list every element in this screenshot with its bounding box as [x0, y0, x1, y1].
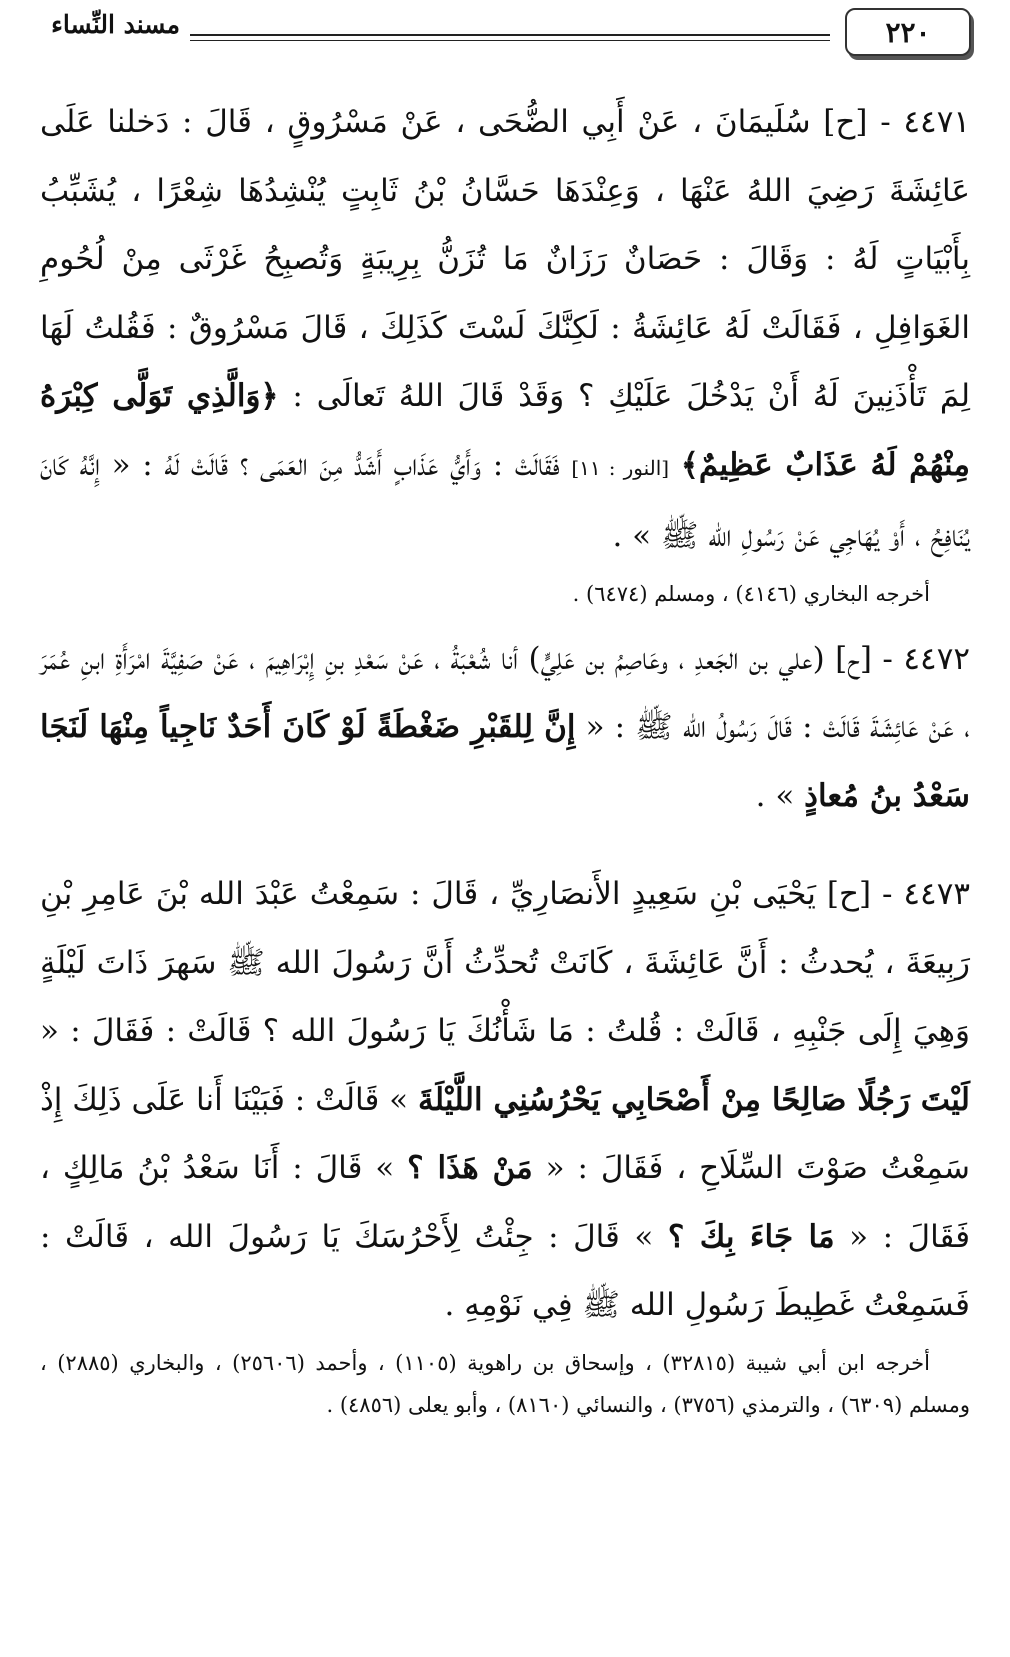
hadith-source: أخرجه ابن أبي شيبة (٣٢٨١٥) ، وإسحاق بن راهوية (١١٠٥) ، وأحمد (٢٥٦٠٦) ، والبخاري (٢٨٨٥) ، ومسلم (٦٣٠٩) ، والترمذي (٣٧٥٦) ، والنسائي (٨١٦٠) ، وأبو يعلى (٤٨٥٦) . — [40, 1350, 970, 1417]
page-content — [40, 88, 970, 1436]
hadith-4471 — [40, 88, 970, 571]
hadith-text: - [ح] يَحْيَى بْنِ سَعِيدٍ الأَنصَارِيِّ ، قَالَ : سَمِعْتُ عَبْدَ الله بْنَ عَامِرِ بْنِ رَبِيعَةَ ، يُحدثُ : أَنَّ عَائِشَةَ ، كَانَتْ تُحدِّثُ أَنَّ رَسُولَ الله ﷺ سَهرَ ذَاتَ لَيْلَةٍ وَهِيَ إِلَى جَنْبِهِ ، قَالَتْ : قُلتُ : مَا شَأْنُكَ يَا رَسُولَ الله ؟ قَالَتْ : فَقَالَ : « — [40, 876, 970, 1049]
quran-verse: ﴿وَالَّذِي تَوَلَّى كِبْرَهُ مِنْهُمْ لَهُ عَذَابٌ عَظِيمٌ﴾ — [40, 378, 970, 483]
prophetic-saying: مَنْ هَذَا ؟ — [407, 1150, 533, 1186]
section-spacer — [40, 830, 970, 860]
prophetic-saying: لَيْتَ رَجُلًا صَالِحًا مِنْ أَصْحَابِي يَحْرُسُنِي اللَّيْلَةَ — [418, 1081, 970, 1118]
header-rule — [190, 34, 830, 36]
quran-reference: [النور : ١١] — [571, 455, 670, 480]
hadith-4472 — [40, 625, 970, 831]
page-number: ٢٢٠ — [845, 8, 971, 56]
hadith-source: أخرجه البخاري (٤١٤٦) ، ومسلم (٦٤٧٤) . — [572, 581, 930, 606]
hadith-text: - [ح] (علي بن الجَعدِ ، وعَاصِمُ بن عَلِيٍّ) أنا شُعْبَةُ ، عَنْ سَعْدِ بنِ إِبْرَاهِيمَ ، عَنْ صَفِيَّةَ امْرَأَةِ ابنِ عُمَرَ ، عَنْ عَائِشَةَ قَالَتْ : قَالَ رَسُولُ الله ﷺ : « — [40, 640, 971, 745]
hadith-4473 — [40, 860, 970, 1340]
hadith-number: ٤٤٧٣ — [903, 876, 970, 912]
prophetic-saying: مَا جَاءَ بِكَ ؟ — [667, 1218, 835, 1255]
hadith-text: » قَالَتْ : فَبَيْنَا أَنا عَلَى ذَلِكَ إِذْ سَمِعْتُ صَوْتَ السِّلَاحِ ، فَقَالَ : « — [40, 1081, 970, 1186]
hadith-text-end: » قَالَ : جِئْتُ لِأَحْرُسَكَ يَا رَسُولَ الله ، قَالَتْ : فَسَمِعْتُ غَطِيطَ رَسُولِ الله ﷺ فِي نَوْمِهِ . — [40, 1218, 970, 1323]
hadith-number: ٤٤٧٢ — [903, 640, 970, 677]
hadith-number: ٤٤٧١ — [903, 104, 970, 140]
prophetic-saying: إِنَّ لِلقَبْرِ ضَغْطَةً لَوْ كَانَ أَحَدٌ نَاجِياً مِنْهَا لَنَجَا سَعْدُ بنُ مُعاذٍ — [40, 709, 970, 814]
hadith-text-end: » . — [755, 777, 795, 814]
hadith-text: - [ح] سُلَيمَانَ ، عَنْ أَبِي الضُّحَى ، عَنْ مَسْرُوقٍ ، قَالَ : دَخلنا عَلَى عَائِشَةَ رَضِيَ اللهُ عَنْهَا ، وَعِنْدَهَا حَسَّانُ بْنُ ثَابِتٍ يُنْشِدُهَا شِعْرًا ، يُشَبِّبُ بِأَبْيَاتٍ لَهُ : وَقَالَ : حَصَانٌ رَزَانٌ مَا تُزَنُّ بِرِيبَةٍ وَتُصبِحُ غَرْثَى مِنْ لُحُومِ الغَوَافِلِ ، فَقَالَتْ لَهُ عَائِشَةُ : لَكِنَّكَ لَسْتَ كَذَلِكَ ، قَالَ مَسْرُوقٌ : فَقُلتُ لَهَا لِمَ تَأْذَنِينَ لَهُ أَنْ يَدْخُلَ عَلَيْكِ ؟ وَقَدْ قَالَ اللهُ تَعالَى : — [40, 104, 971, 414]
hadith-text-end: فَقَالَتْ : وَأَيُّ عَذَابٍ أَشَدُّ مِنَ العَمَى ؟ قَالَتْ لَهُ : « إِنَّهُ كَانَ يُنَافِحُ ، أَوْ يُهَاجِي عَنْ رَسُولِ الله ﷺ » . — [40, 446, 970, 554]
book-title: مسند النِّساء — [51, 10, 180, 39]
hadith-text: » قَالَ : أَنَا سَعْدُ بْنُ مَالِكٍ ، فَقَالَ : « — [40, 1150, 971, 1255]
header-rule-thin — [190, 40, 830, 41]
page-header — [0, 0, 1010, 70]
